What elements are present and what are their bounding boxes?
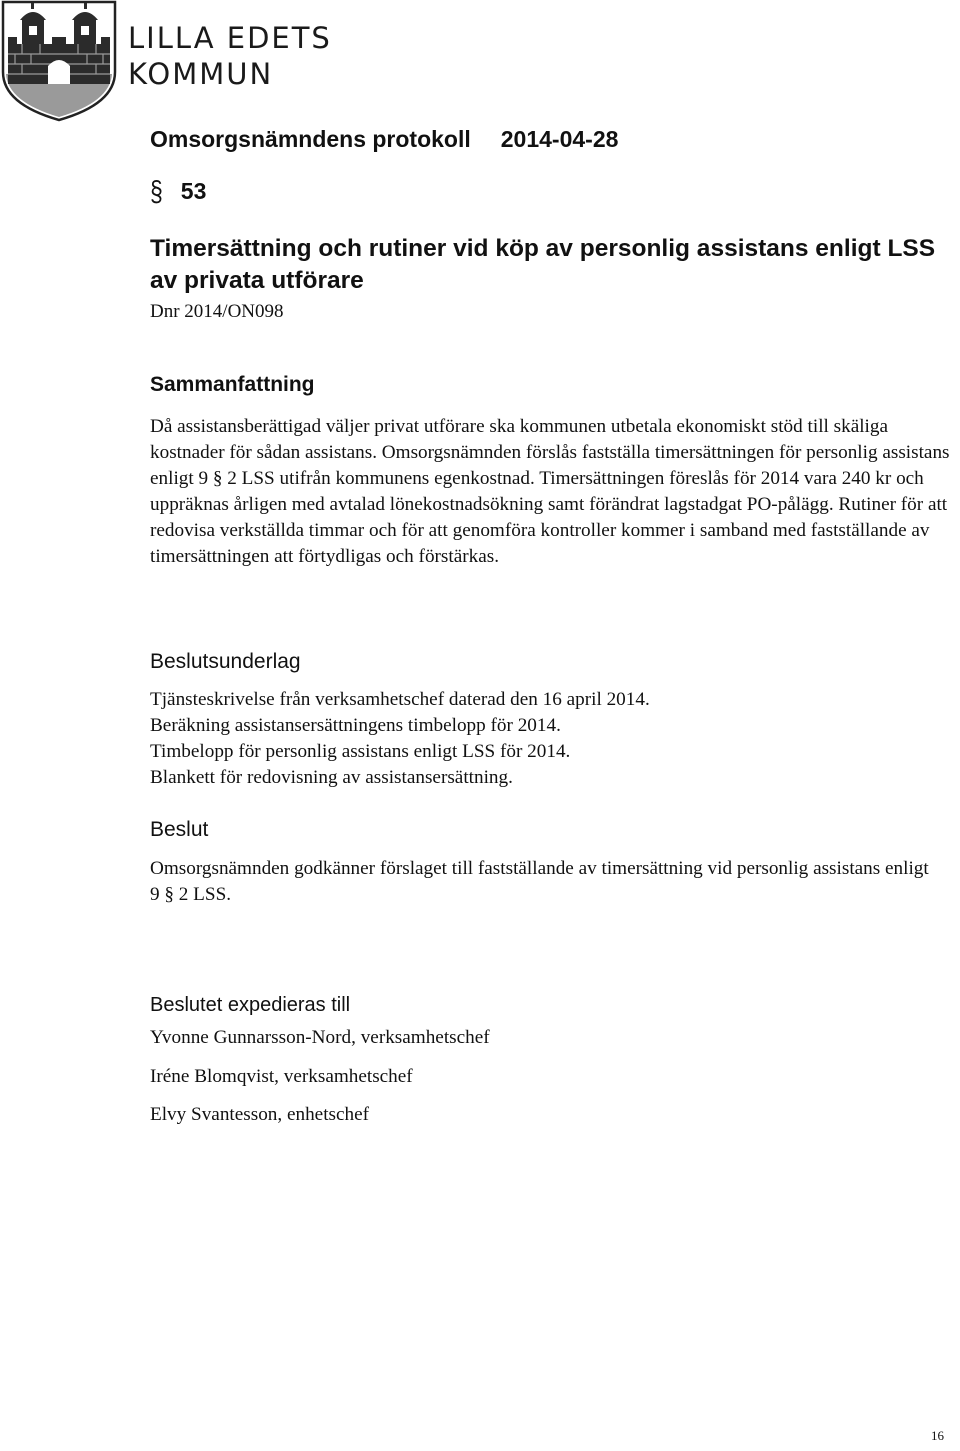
castle-coat-of-arms-icon [0,0,120,122]
recipient-item: Yvonne Gunnarsson-Nord, verksamhetschef [150,1027,490,1048]
basis-item: Blankett för redovisning av assistansersättning. [150,767,513,788]
summary-text: Då assistansberättigad väljer privat utförare ska kommunen utbetala ekonomiskt stöd till skäliga kostnader för sådan assistans. Omsorgsnämnden förslås fastställa timersättningen för personlig assistans enligt 9 § 2 LSS utifrån kommunens egenkostnad. Timersättningen föreslås för 2014 vara 240 kr och uppräknas årligen med avtalad lönekostnadsökning samt förändrat lagstadgat PO-pålägg. Rutiner för att redovisa verkställda timmar och för att genomföra kontroller kommer i samband med fastställande av timersättningen att förtydligas och förstärkas. [150,416,950,567]
decision-heading: Beslut [150,818,209,841]
recipient-item: Elvy Svantesson, enhetschef [150,1104,370,1125]
basis-heading: Beslutsunderlag [150,650,301,673]
decision-text: Omsorgsnämnden godkänner förslaget till fastställande av timersättning vid personlig assistans enligt 9 § 2 LSS. [150,858,929,905]
basis-item: Timbelopp för personlig assistans enligt LSS för 2014. [150,741,571,762]
case-dnr: Dnr 2014/ON098 [150,301,284,322]
summary-heading: Sammanfattning [150,373,315,396]
protocol-title: Omsorgsnämndens protokoll [150,126,471,152]
basis-list [150,687,950,791]
protocol-date: 2014-04-28 [500,126,619,152]
paragraph-number [150,174,207,208]
protocol-title-row [150,126,618,153]
page-number: 16 [931,1428,944,1443]
recipient-item: Iréne Blomqvist, verksamhetschef [150,1066,413,1087]
case-heading: Timersättning och rutiner vid köp av personlig assistans enligt LSS av privata utförare [150,235,936,294]
logo-line-2: KOMMUN [128,57,274,91]
logo-line-1: LILLA EDETS [128,21,332,55]
section-number: 53 [180,178,207,204]
municipality-logo-text [128,20,332,92]
section-symbol: § [150,174,163,208]
basis-item: Tjänsteskrivelse från verksamhetschef daterad den 16 april 2014. [150,689,650,710]
basis-item: Beräkning assistansersättningens timbelopp för 2014. [150,715,561,736]
distribution-heading: Beslutet expedieras till [150,994,351,1016]
